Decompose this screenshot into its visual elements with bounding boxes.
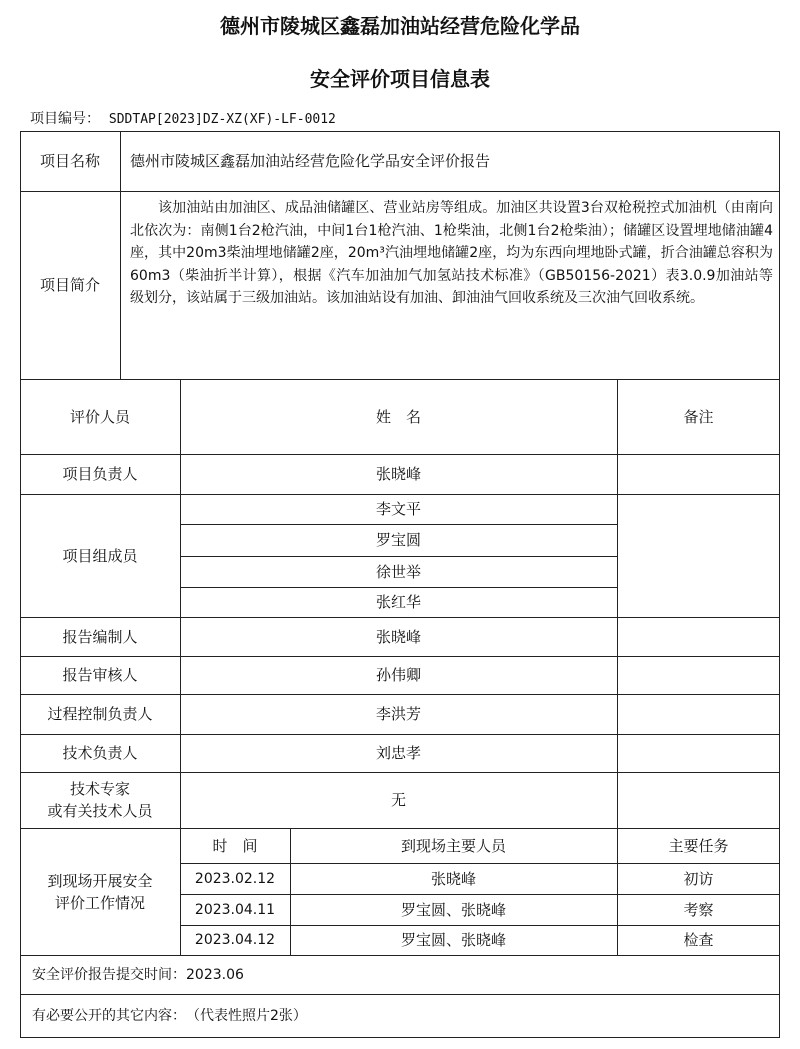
tech-lead-name: 刘忠孝 bbox=[375, 744, 421, 762]
other-content-value: （代表性照片2张） bbox=[186, 1008, 307, 1024]
title-line-2: 安全评价项目信息表 bbox=[310, 67, 490, 91]
project-name-value: 德州市陵城区鑫磊加油站经营危险化学品安全评价报告 bbox=[130, 152, 491, 170]
site-row-people: 罗宝圆、张晓峰 bbox=[400, 900, 506, 919]
title-line-1: 德州市陵城区鑫磊加油站经营危险化学品 bbox=[220, 14, 580, 38]
submit-time-value: 2023.06 bbox=[186, 966, 244, 983]
staff-header-name: 姓 名 bbox=[375, 407, 421, 426]
other-content-label: 有必要公开的其它内容： bbox=[32, 1008, 186, 1024]
process-control-role: 过程控制负责人 bbox=[47, 705, 153, 723]
site-visit-label bbox=[20, 828, 180, 955]
process-control-name: 李洪芳 bbox=[375, 705, 421, 723]
project-number-value: SDDTAP[2023]DZ-XZ(XF)-LF-0012 bbox=[108, 112, 336, 127]
writer-name: 张晓峰 bbox=[375, 627, 421, 646]
site-row-time: 2023.02.12 bbox=[194, 870, 276, 887]
site-row-task: 检查 bbox=[683, 931, 714, 949]
site-row-people: 张晓峰 bbox=[430, 869, 476, 888]
submit-time bbox=[32, 955, 772, 994]
site-row-task: 初访 bbox=[683, 869, 714, 888]
staff-header-note: 备注 bbox=[683, 407, 714, 426]
expert-role-line-2: 或有关技术人员 bbox=[47, 802, 153, 820]
other-content bbox=[32, 994, 772, 1038]
member-name: 徐世举 bbox=[375, 562, 421, 581]
site-visit-label-line-1: 到现场开展安全 bbox=[47, 871, 153, 890]
project-intro-text: 该加油站由加油区、成品油储罐区、营业站房等组成。加油区共设置3台双枪税控式加油机（由南向北依次为：南侧1台2枪汽油，中间1台1枪汽油、1枪柴油，北侧1台2枪柴油）；储罐区设置埋地储油罐4座，其中20m3柴油埋地储罐2座，20m³汽油埋地储罐2座，均为东西向埋地卧式罐，折合油罐总容积为60m3（柴油折半计算），根据《汽车加油加气加氢站技术标准》（GB50156-2021）表3.0.9加油站等级划分，该站属于三级加油站。该加油站设有加油、卸油油气回收系统及三次油气回收系统。 bbox=[130, 200, 773, 306]
expert-name: 无 bbox=[390, 791, 406, 809]
tech-lead-role: 技术负责人 bbox=[62, 744, 138, 762]
site-header-time: 时 间 bbox=[212, 836, 258, 855]
member-name: 李文平 bbox=[375, 500, 421, 518]
project-number bbox=[30, 108, 336, 128]
project-name-label: 项目名称 bbox=[39, 152, 100, 170]
site-row-time: 2023.04.11 bbox=[194, 901, 276, 918]
expert-role-line-1: 技术专家 bbox=[69, 780, 130, 798]
submit-time-label: 安全评价报告提交时间： bbox=[32, 966, 186, 983]
reviewer-role: 报告审核人 bbox=[62, 666, 138, 684]
leader-role: 项目负责人 bbox=[62, 465, 138, 483]
staff-header-role: 评价人员 bbox=[69, 407, 130, 426]
project-number-label: 项目编号： bbox=[30, 111, 100, 127]
site-row-people: 罗宝圆、张晓峰 bbox=[400, 931, 506, 949]
member-name: 罗宝圆 bbox=[375, 531, 421, 549]
leader-name: 张晓峰 bbox=[375, 465, 421, 483]
expert-role bbox=[20, 772, 180, 828]
member-name: 张红华 bbox=[375, 593, 421, 611]
site-header-task: 主要任务 bbox=[668, 836, 729, 855]
members-role: 项目组成员 bbox=[62, 546, 138, 565]
site-row-time: 2023.04.12 bbox=[194, 932, 276, 948]
writer-role: 报告编制人 bbox=[62, 627, 138, 646]
project-intro-label: 项目简介 bbox=[39, 276, 100, 294]
site-visit-label-line-2: 评价工作情况 bbox=[54, 893, 145, 912]
reviewer-name: 孙伟卿 bbox=[375, 666, 421, 684]
site-row-task: 考察 bbox=[683, 900, 714, 919]
site-header-people: 到现场主要人员 bbox=[400, 836, 506, 855]
